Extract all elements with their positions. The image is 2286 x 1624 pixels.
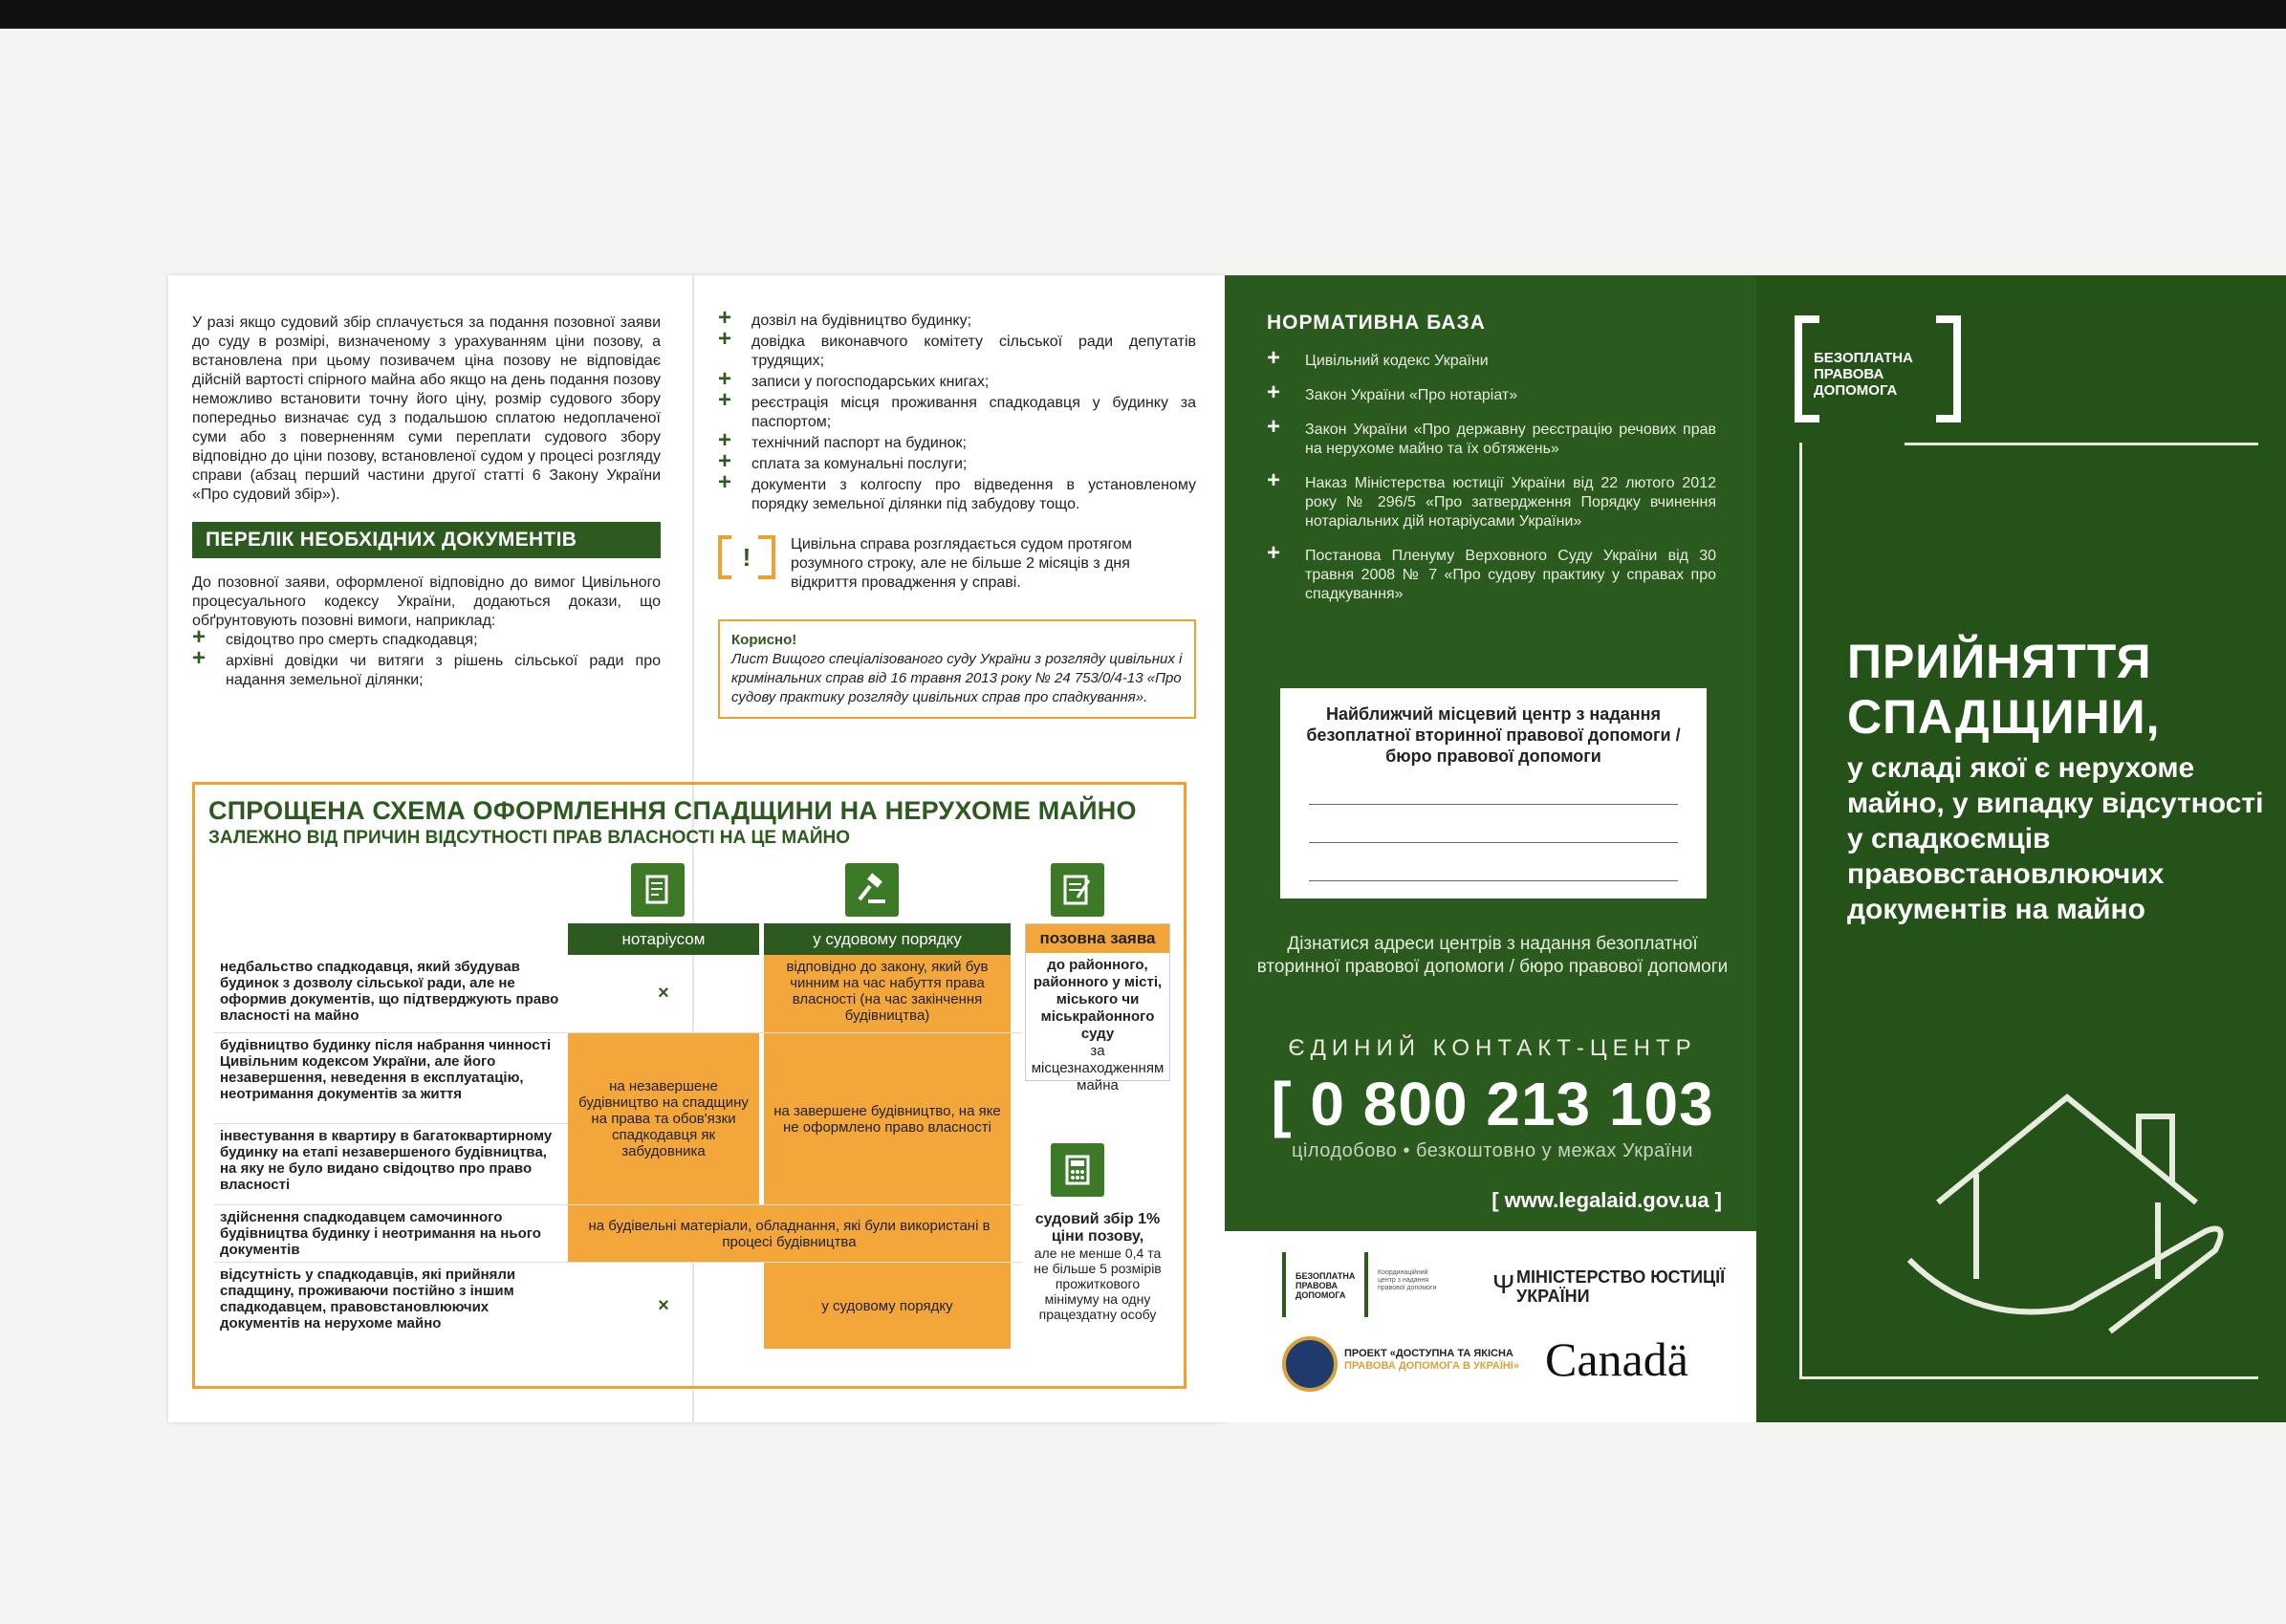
ministry-of-justice-logo: МІНІСТЕРСТВО ЮСТИЦІЇ УКРАЇНИ <box>1516 1267 1726 1306</box>
trident-icon: Ψ <box>1492 1269 1515 1299</box>
list-item: + Закон України «Про нотаріат» <box>1267 386 1716 405</box>
legal-basis-heading: НОРМАТИВНА БАЗА <box>1267 312 1486 334</box>
documents-list-continued <box>718 312 1196 514</box>
scheme-subtitle: ЗАЛЕЖНО ВІД ПРИЧИН ВІДСУТНОСТІ ПРАВ ВЛАСНОСТІ НА ЦЕ МАЙНО <box>208 828 851 848</box>
inheritance-scheme <box>192 782 1187 1389</box>
table-row: недбальство спадкодавця, який збудував будинок з дозволу сільської ради, але не оформив документів, що підтверджують право власності на майно × відповідно до закону, який був чинним на час набуття права власності (на час закінчення будівництва) <box>214 955 1022 1033</box>
table-row: здійснення спадкодавцем самочинного будівництва будинку і неотримання на нього документів на будівельні матеріали, обладнання, які були використані в процесі будівництва <box>214 1205 1022 1263</box>
cover-logo-text: БЕЗОПЛАТНА ПРАВОВА ДОПОМОГА <box>1814 350 1913 399</box>
list-item: + Закон України «Про державну реєстрацію речових прав на нерухоме майно та їх обтяжень» <box>1267 421 1716 459</box>
list-item: + записи у погосподарських книгах; <box>718 373 1196 392</box>
useful-title: Корисно! <box>731 632 797 648</box>
claim-heading: позовна заява <box>1026 924 1169 953</box>
hotline-subtitle: цілодобово • безкоштовно у межах України <box>1292 1140 1693 1161</box>
exclamation-icon: ! <box>718 535 775 579</box>
calculator-icon <box>1051 1143 1104 1197</box>
contact-center-label: ЄДИНИЙ КОНТАКТ-ЦЕНТР <box>1288 1035 1697 1061</box>
list-item: + Наказ Міністерства юстиції України від 22 лютого 2012 року № 296/5 «Про затвердження Порядку вчинення нотаріальних дій нотаріусами України» <box>1267 474 1716 531</box>
unfinished-construction-cell: на незавершене будівництво на спадщину на права та обов'язки спадкодавця як забудовника <box>568 1033 759 1204</box>
not-applicable-mark: × <box>658 1294 669 1316</box>
list-item: + дозвіл на будівництво будинку; <box>718 312 1196 331</box>
scheme-title: СПРОЩЕНА СХЕМА ОФОРМЛЕННЯ СПАДЩИНИ НА НЕРУХОМЕ МАЙНО <box>208 796 1137 825</box>
useful-box <box>718 619 1196 719</box>
nearest-center-title: Найближчий місцевий центр з надання безоплатної вторинної правової допомоги / бюро правової допомоги <box>1306 704 1681 766</box>
list-item: + реєстрація місця проживання спадкодавця у будинку за паспортом; <box>718 394 1196 432</box>
panel-middle <box>718 312 1196 719</box>
blank-line <box>1309 788 1678 805</box>
term-note-text: Цивільна справа розглядається судом протягом розумного строку, але не більше 2 місяців з дня відкриття провадження у справі. <box>791 536 1133 591</box>
blank-line <box>1309 826 1678 843</box>
list-item: + Постанова Пленуму Верховного Суду України від 30 травня 2008 № 7 «Про судову практику у справах про спадкування» <box>1267 547 1716 604</box>
scan-top-edge <box>0 0 2286 29</box>
documents-intro: До позовної заяви, оформленої відповідно до вимог Цивільного процесуального кодексу України, додаються докази, що обґрунтовують позовні вимоги, наприклад: <box>192 574 661 629</box>
not-applicable-mark: × <box>658 983 669 1004</box>
panel-left <box>192 314 661 692</box>
claim-column <box>1025 923 1170 1093</box>
list-item: + Цивільний кодекс України <box>1267 352 1716 371</box>
list-item: + технічний паспорт на будинок; <box>718 434 1196 453</box>
list-item: + документи з колгоспу про відведення в установленому порядку земельної ділянки під забудову тощо. <box>718 476 1196 514</box>
court-fee-paragraph: У разі якщо судовий збір сплачується за подання позовної заяви до суду в розмірі, визначеному з урахуванням ціни позову, а встановлена при цьому позивачем ціна позову не відповідає дійсній вартості спірного майна або якщо на день подання позову неможливо встановити точну його ціну, розмір судового збору попередньо визначає суд з подальшою сплатою недоплаченої суми або з поверненням суми переплати судового збору відповідно до ціни позову, встановленої судом у процесі розгляду справи (абзац перший частини другої статті 6 Закону України «Про судовий збір»). <box>192 314 661 503</box>
website-link: [ www.legalaid.gov.ua ] <box>1491 1188 1722 1212</box>
list-item: + архівні довідки чи витяги з рішень сільської ради про надання земельної ділянки; <box>192 652 661 690</box>
court-fee-text: але не менше 0,4 та не більше 5 розмірів прожиткового мінімуму на одну працездатну особу <box>1034 1245 1162 1322</box>
gavel-icon <box>845 863 899 917</box>
laws-list <box>1267 352 1716 619</box>
claim-court-text: до районного, районного у місті, міського чи міськрайонного суду <box>1033 957 1163 1042</box>
documents-list <box>192 631 661 690</box>
house-in-hand-icon <box>1900 1059 2234 1346</box>
brochure-inner-spread <box>168 275 1225 1422</box>
legal-aid-logo-subtitle: Координаційний центр з надання правової допомоги <box>1378 1269 1437 1291</box>
list-item: + сплата за комунальні послуги; <box>718 455 1196 474</box>
table-row: інвестування в квартиру в багатоквартирному будинку на етапі незавершеного будівництва, на яку не було видано свідоцтво про право власності <box>220 1128 553 1193</box>
finished-construction-cell: на завершене будівництво, на яке не оформлено право власності <box>764 1033 1011 1204</box>
claim-form-icon <box>1051 863 1104 917</box>
term-note <box>718 535 1196 593</box>
cover-subtitle: у складі якої є нерухоме майно, у випадку відсутності у спадкоємців правовстановлюючих документів на майно <box>1847 752 2264 925</box>
canada-wordmark: Canadä <box>1545 1332 1688 1386</box>
table-row-group <box>214 1033 1022 1205</box>
legal-basis-panel <box>1225 275 1756 1231</box>
documents-heading: ПЕРЕЛІК НЕОБХІДНИХ ДОКУМЕНТІВ <box>192 522 661 558</box>
table-row: будівництво будинку після набрання чинності Цивільним кодексом України, але його незавершення, неведення в експлуатацію, неотримання документів за життя <box>214 1033 568 1124</box>
notary-document-icon <box>631 863 685 917</box>
cover-frame-top <box>1905 443 2258 445</box>
brochure-back-panel <box>1225 275 1756 1422</box>
legal-aid-logo: БЕЗОПЛАТНА ПРАВОВА ДОПОМОГА <box>1282 1252 1368 1317</box>
right-bracket <box>1936 315 1961 422</box>
project-logo-text: ПРОЕКТ «ДОСТУПНА ТА ЯКІСНА ПРАВОВА ДОПОМОГА В УКРАЇНІ» <box>1344 1348 1519 1372</box>
list-item: + довідка виконавчого комітету сільської ради депутатів трудящих; <box>718 333 1196 371</box>
project-logo-icon <box>1282 1336 1338 1392</box>
cover-title: ПРИЙНЯТТЯ СПАДЩИНИ, <box>1847 635 2161 744</box>
court-fee-bold: судовий збір 1% ціни позову, <box>1034 1211 1161 1245</box>
cover-logo <box>1795 315 1938 422</box>
brochure-cover <box>1756 275 2286 1422</box>
blank-line <box>1309 864 1678 881</box>
materials-cell: на будівельні матеріали, обладнання, які були використані в процесі будівництва <box>568 1205 1011 1262</box>
useful-text: Лист Вищого спеціалізованого суду України з розгляду цивільних і кримінальних справ від 16 травня 2013 року № 24 753/0/4-13 «Про судову практику розгляду цивільних справ про спадкування». <box>731 651 1183 705</box>
find-addresses-text: Дізнатися адреси центрів з надання безоплатної вторинної правової допомоги / бюро правової допомоги <box>1256 934 1729 977</box>
hotline-number: [ 0 800 213 103 <box>1271 1070 1714 1138</box>
table-row: відсутність у спадкодавців, які прийняли спадщину, проживаючи постійно з іншим спадкодавцем, правовстановлюючих документів на нерухоме майно × у судовому порядку <box>214 1263 1022 1349</box>
scheme-table <box>214 923 1022 1349</box>
court-fee-column <box>1025 1205 1170 1370</box>
partner-logos <box>1225 1231 1756 1422</box>
claim-location-text: за місцезнаходженням майна <box>1031 1043 1165 1093</box>
list-item: + свідоцтво про смерть спадкодавця; <box>192 631 661 650</box>
nearest-center-box <box>1280 688 1707 899</box>
table-header-row <box>214 923 1022 955</box>
column-court: у судовому порядку <box>764 923 1011 955</box>
column-notary: нотаріусом <box>568 923 759 955</box>
